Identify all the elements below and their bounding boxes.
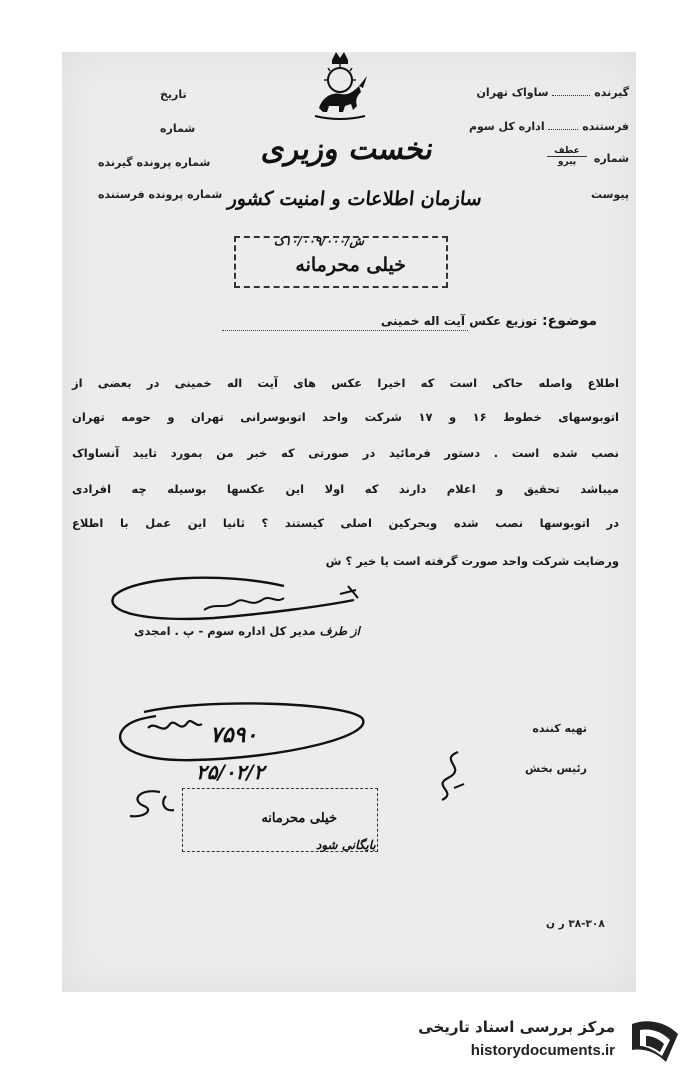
annotation-note: بایگانی شود bbox=[316, 838, 376, 852]
lion-and-sun-emblem-icon bbox=[305, 46, 375, 124]
form-code: ۳۸-۳۰۸ ر ن bbox=[546, 918, 605, 930]
history-documents-logo-icon bbox=[626, 1016, 684, 1066]
body-line-3: نصب شده است . دستور فرمائید در صورتی که خبر من بمورد تایید آنساواک bbox=[72, 446, 619, 460]
sender-label: فرستنده bbox=[582, 120, 629, 133]
subject-label: موضوع bbox=[547, 313, 597, 329]
letterhead-line1: نخست وزیری bbox=[259, 132, 437, 167]
number-label: شماره bbox=[593, 152, 629, 165]
sender-row bbox=[469, 120, 629, 133]
body-line-4: میباشد تحقیق و اعلام دارند که اولا این عکسها بوسیله چه افرادی bbox=[72, 482, 619, 496]
number-bottom: پیرو bbox=[557, 157, 577, 167]
receiver-file-number: شماره پرونده گیرنده bbox=[98, 156, 211, 169]
number-top: عطف bbox=[547, 146, 587, 157]
sender-value: اداره کل سوم bbox=[468, 120, 545, 133]
number-row bbox=[594, 152, 629, 165]
body-line-6: ورضایت شرکت واحد صورت گرفته است یا خیر ؟ ش bbox=[325, 554, 619, 568]
annotation-stamp: خیلی محرمانه bbox=[261, 811, 337, 826]
subject-underline bbox=[222, 330, 468, 331]
number-fraction bbox=[547, 146, 587, 167]
sender-file-number: شماره پرونده فرستنده bbox=[98, 188, 223, 201]
prepared-section: رئیس بخش bbox=[525, 762, 587, 775]
recipient-label: گیرنده bbox=[594, 86, 629, 99]
classification-box bbox=[234, 236, 448, 288]
recipient-row bbox=[477, 86, 629, 99]
footer-center-name: مرکز بررسی اسناد تاریخی bbox=[418, 1018, 615, 1036]
footer-website: historydocuments.ir bbox=[470, 1042, 615, 1059]
signature-line bbox=[134, 624, 360, 638]
hand-mark-icon bbox=[120, 786, 180, 822]
letterhead-line2: سازمان اطلاعات و امنیت کشور bbox=[226, 188, 483, 210]
subject-row: موضوع: توزیع عکس آیت اله خمینی bbox=[380, 313, 597, 329]
body-line-2: اتوبوسهای خطوط ۱۶ و ۱۷ شرکت واحد اتوبوسرانی تهران و حومه تهران bbox=[72, 410, 619, 424]
signature-scribble-icon bbox=[104, 572, 394, 632]
body-line-1: اطلاع واصله حاکی است که اخیرا عکس های آیت اله خمینی در بعضی از bbox=[72, 376, 619, 390]
attachment-label: پیوست bbox=[591, 188, 629, 201]
date-label: تاریخ bbox=[160, 88, 187, 101]
prepared-label: تهیه کننده bbox=[532, 722, 587, 735]
number-label-left: شماره bbox=[160, 122, 196, 135]
annotation-date: ۲۵/۰۲/۲ bbox=[196, 760, 265, 784]
initials-scribble-icon bbox=[428, 748, 472, 804]
classification-code: ش/۱۰/۰۰۹/۰۰۰ک bbox=[273, 234, 364, 248]
annotation-number: ۷۵۹۰ bbox=[210, 722, 258, 748]
signature-prefix: از طرف bbox=[319, 624, 360, 638]
signature-text: مدیر کل اداره سوم - پ . امجدی bbox=[134, 624, 316, 638]
recipient-value: ساواک تهران bbox=[476, 86, 549, 99]
body-line-5: در اتوبوسها نصب شده وبحرکین اصلی کیستند ؟ ثانیا این عمل با اطلاع bbox=[72, 516, 619, 530]
subject-text: توزیع عکس آیت اله خمینی bbox=[380, 314, 538, 328]
classification-stamp: خیلی محرمانه bbox=[295, 254, 406, 276]
